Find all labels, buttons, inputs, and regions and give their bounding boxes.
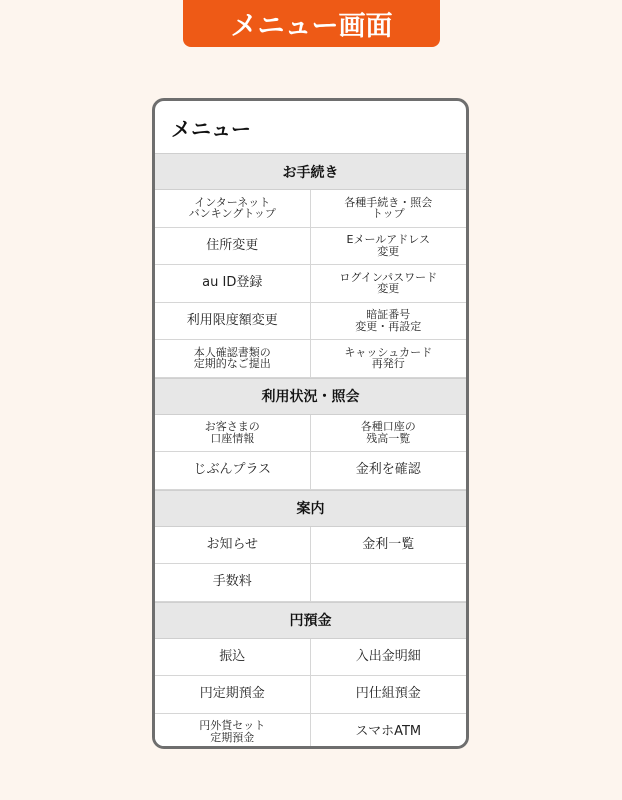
section-header-usage-inquiry: 利用状況・照会: [155, 378, 466, 415]
menu-item-limit-change[interactable]: 利用限度額変更: [155, 303, 311, 341]
menu-grid-usage-inquiry: [155, 415, 466, 490]
menu-item-pin-change[interactable]: 暗証番号 変更・再設定: [311, 303, 467, 341]
menu-item-fees[interactable]: 手数料: [155, 564, 311, 602]
banner-title: メニュー画面: [230, 11, 393, 42]
menu-grid-yen-deposit: [155, 639, 466, 750]
menu-item-interest-list[interactable]: 金利一覧: [311, 527, 467, 565]
menu-item-account-info[interactable]: お客さまの 口座情報: [155, 415, 311, 453]
menu-item-au-id-registration[interactable]: au ID登録: [155, 265, 311, 303]
menu-item-jibun-plus[interactable]: じぶんプラス: [155, 452, 311, 490]
menu-item-transaction-history[interactable]: 入出金明細: [311, 639, 467, 677]
menu-item-yen-structured-deposit[interactable]: 円仕組預金: [311, 676, 467, 714]
menu-item-cash-card-reissue[interactable]: キャッシュカード 再発行: [311, 340, 467, 378]
menu-item-smartphone-atm[interactable]: スマホATM: [311, 714, 467, 750]
menu-item-yen-fx-set-deposit[interactable]: 円外貨セット 定期預金: [155, 714, 311, 750]
menu-item-balance-list[interactable]: 各種口座の 残高一覧: [311, 415, 467, 453]
section-header-yen-deposit: 円預金: [155, 602, 466, 639]
section-header-procedures: お手続き: [155, 153, 466, 190]
menu-item-id-document-submission[interactable]: 本人確認書類の 定期的なご提出: [155, 340, 311, 378]
menu-item-email-change[interactable]: Eメールアドレス 変更: [311, 228, 467, 266]
menu-item-notices[interactable]: お知らせ: [155, 527, 311, 565]
menu-item-procedures-top[interactable]: 各種手続き・照会 トップ: [311, 190, 467, 228]
menu-item-internet-banking-top[interactable]: インターネット バンキングトップ: [155, 190, 311, 228]
menu-item-login-password-change[interactable]: ログインパスワード 変更: [311, 265, 467, 303]
section-header-guide: 案内: [155, 490, 466, 527]
menu-item-check-interest[interactable]: 金利を確認: [311, 452, 467, 490]
menu-item-address-change[interactable]: 住所変更: [155, 228, 311, 266]
menu-grid-procedures: [155, 190, 466, 378]
page-banner: [183, 0, 440, 47]
menu-item-transfer[interactable]: 振込: [155, 639, 311, 677]
menu-item-empty: [311, 564, 467, 602]
menu-item-yen-time-deposit[interactable]: 円定期預金: [155, 676, 311, 714]
menu-grid-guide: [155, 527, 466, 602]
menu-panel: [152, 98, 469, 749]
menu-title: メニュー: [171, 116, 251, 141]
